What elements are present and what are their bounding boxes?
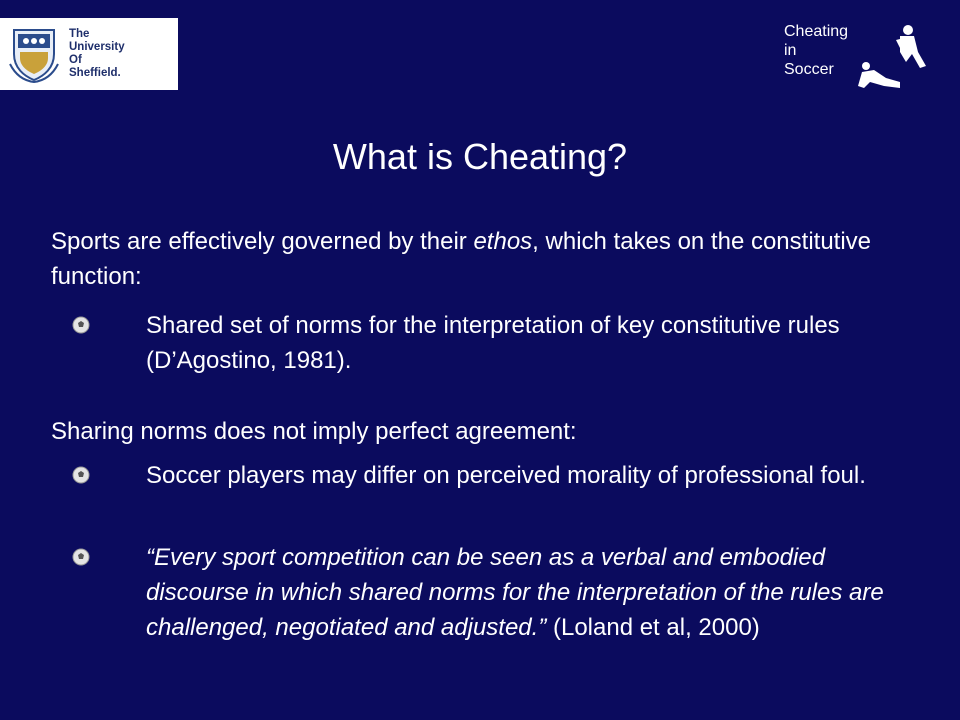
bullet-professional-foul: Soccer players may differ on perceived morality of professional foul. [146,462,866,489]
quote-text: “Every sport competition can be seen as a verbal and embodied discourse in which shared norms for the interpretation of the rules are challenged, negotiated and adjusted.” [146,544,884,641]
paragraph-ethos-post: , which takes on the constitutive function: [51,228,872,290]
soccer-ball-bullet-icon [72,466,90,484]
slide-title: What is Cheating? [332,136,628,177]
soccer-players-icon [856,22,936,92]
paragraph-ethos-emphasis: ethos [473,228,533,255]
paragraph-ethos [51,224,891,294]
quote-citation: (Loland et al, 2000) [546,614,760,641]
brand-text: Cheating in Soccer [784,23,849,78]
university-crest-icon [8,24,60,84]
cheating-in-soccer-logo [784,22,944,92]
bullet-shared-norms: Shared set of norms for the interpretation of key constitutive rules (D’Agostino, 1981). [146,312,840,374]
university-logo [0,18,178,90]
university-name: The University Of Sheffield. [69,28,125,79]
soccer-ball-bullet-icon [72,316,90,334]
soccer-ball-bullet-icon [72,548,90,566]
paragraph-sharing-norms: Sharing norms does not imply perfect agreement: [51,418,577,445]
paragraph-ethos-pre: Sports are effectively governed by their [51,228,474,255]
bullet-loland-quote [146,540,926,645]
